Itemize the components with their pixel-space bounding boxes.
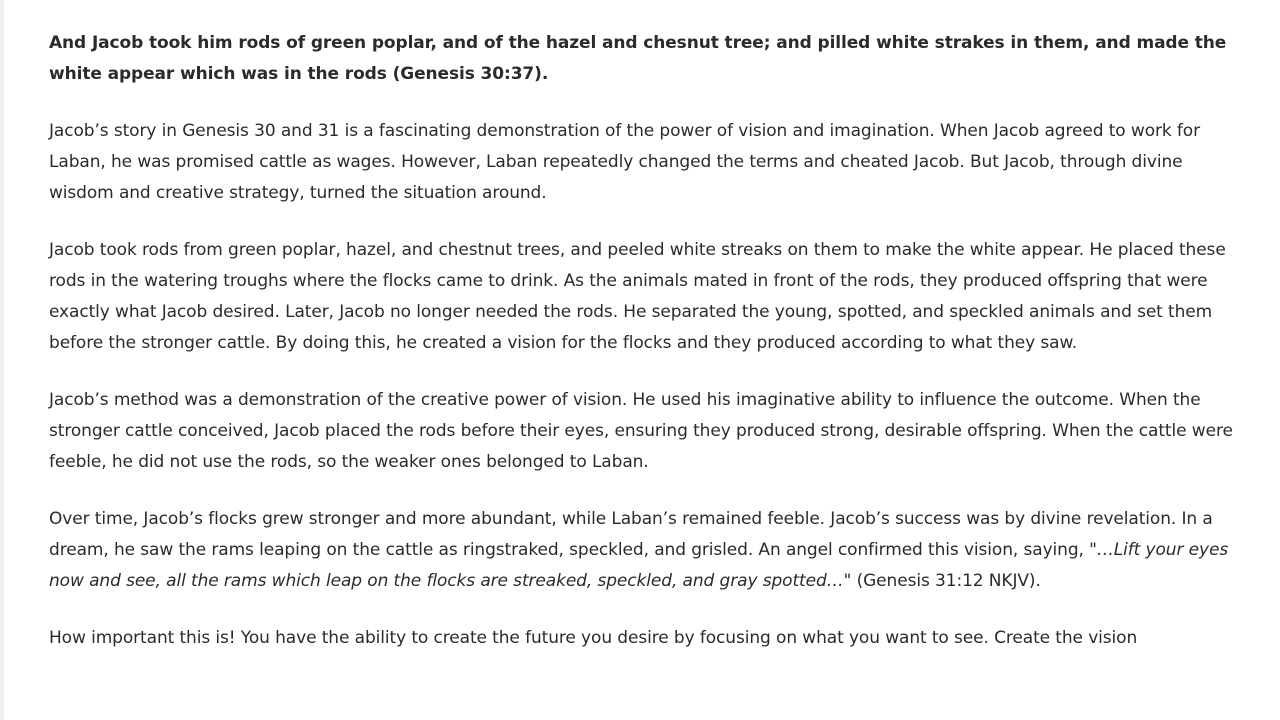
scripture-quote-italic: "…Lift your eyes now and see, all the rams which leap on the flocks are streaked, speckled, and gray spotted…" <box>49 540 1229 591</box>
scripture-reference: (Genesis 31:12 NKJV). <box>851 571 1041 591</box>
paragraph-4 <box>49 504 1237 597</box>
paragraph-1: Jacob’s story in Genesis 30 and 31 is a fascinating demonstration of the power of vision and imagination. When Jacob agreed to work for Laban, he was promised cattle as wages. However, Laban repeatedly changed the terms and cheated Jacob. But Jacob, through divine wisdom and creative strategy, turned the situation around. <box>49 121 1201 203</box>
left-sidebar-edge <box>0 0 4 720</box>
paragraph-3: Jacob’s method was a demonstration of the creative power of vision. He used his imaginative ability to influence the outcome. When the stronger cattle conceived, Jacob placed the rods before their eyes, ensuring they produced strong, desirable offspring. When the cattle were feeble, he did not use the rods, so the weaker ones belonged to Laban. <box>49 390 1233 472</box>
article-body <box>49 28 1237 680</box>
paragraph-5: How important this is! You have the ability to create the future you desire by focusing on what you want to see. Create the vision <box>49 628 1138 648</box>
paragraph-2: Jacob took rods from green poplar, hazel, and chestnut trees, and peeled white streaks on them to make the white appear. He placed these rods in the watering troughs where the flocks came to drink. As the animals mated in front of the rods, they produced offspring that were exactly what Jacob desired. Later, Jacob no longer needed the rods. He separated the young, spotted, and speckled animals and set them before the stronger cattle. By doing this, he created a vision for the flocks and they produced according to what they saw. <box>49 240 1226 353</box>
paragraph-4-text: Over time, Jacob’s flocks grew stronger and more abundant, while Laban’s remained feeble. Jacob’s success was by divine revelation. In a dream, he saw the rams leaping on the cattle as ringstraked, speckled, and grisled. An angel confirmed this vision, saying, <box>49 509 1213 560</box>
lead-scripture-quote: And Jacob took him rods of green poplar, and of the hazel and chesnut tree; and pilled white strakes in them, and made the white appear which was in the rods (Genesis 30:37). <box>49 33 1227 84</box>
